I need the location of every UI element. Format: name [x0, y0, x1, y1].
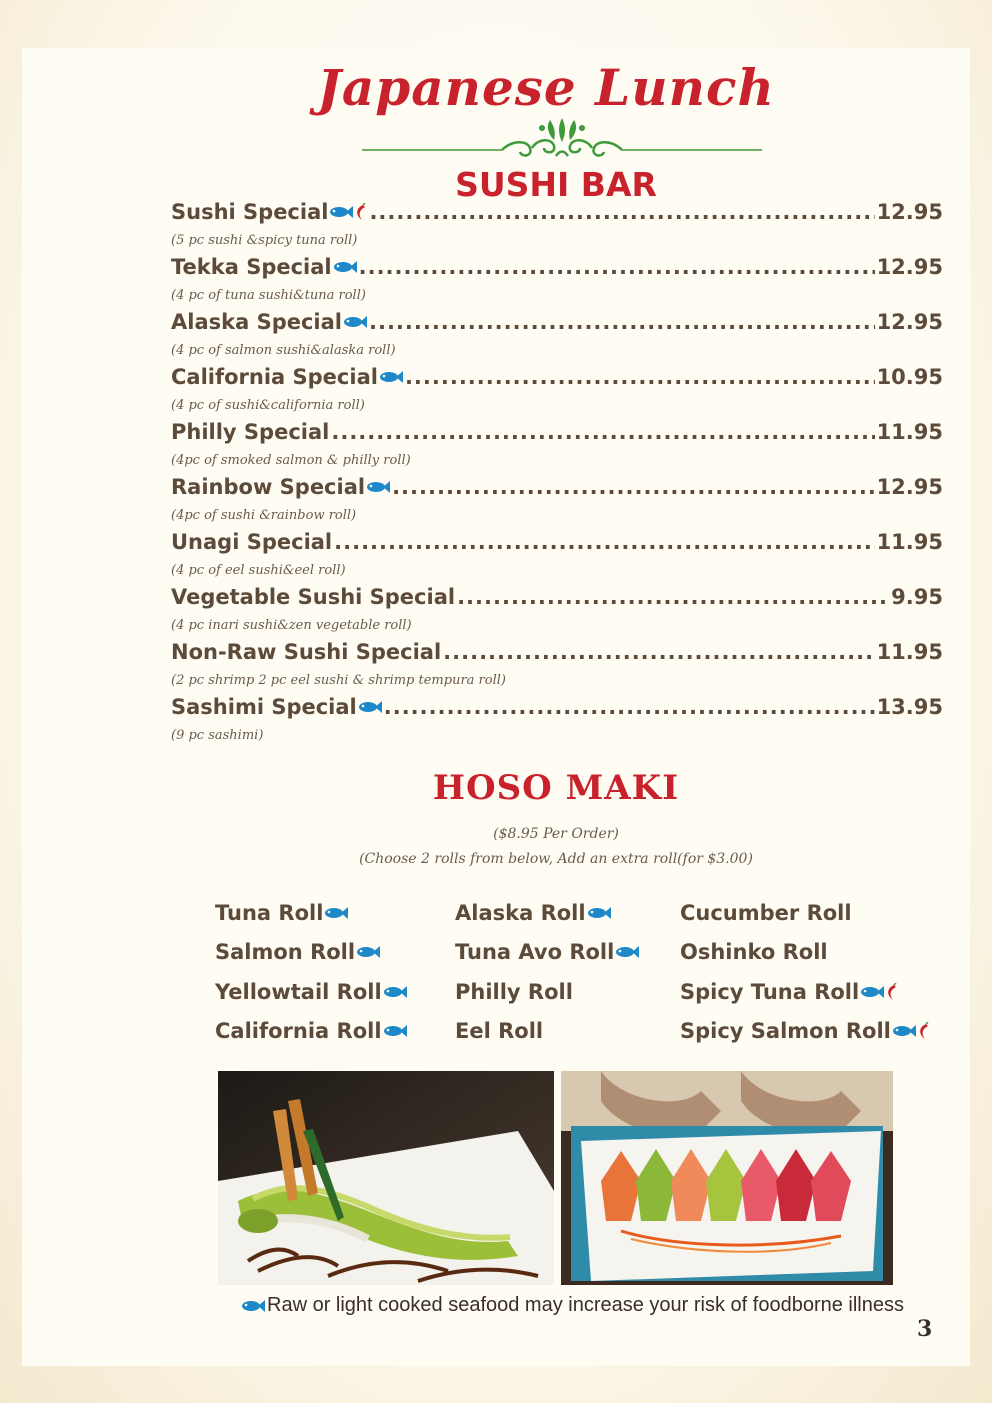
menu-item-price: 13.95	[876, 695, 943, 719]
fish-icon	[329, 205, 353, 219]
menu-item-price: 12.95	[876, 310, 943, 334]
menu-item	[171, 695, 943, 750]
menu-item-name	[171, 420, 329, 444]
menu-item-row	[171, 310, 943, 342]
menu-item	[171, 200, 943, 255]
menu-item-name	[171, 640, 441, 664]
fish-icon	[241, 1299, 265, 1313]
maki-column	[680, 893, 930, 1051]
menu-item-price: 11.95	[876, 640, 943, 664]
maki-roll-item	[455, 933, 639, 973]
maki-roll-name: Salmon Roll	[215, 940, 356, 965]
rainbow-roll-photo	[561, 1071, 893, 1285]
menu-item	[171, 530, 943, 585]
maki-roll-name: Cucumber Roll	[680, 900, 852, 925]
maki-roll-name: Oshinko Roll	[680, 940, 828, 965]
fish-icon	[892, 1024, 916, 1038]
fish-icon	[383, 1024, 407, 1038]
maki-roll-item	[680, 933, 930, 973]
fish-icon	[587, 906, 611, 920]
menu-item-description: (4 pc of eel sushi&eel roll)	[171, 563, 346, 578]
menu-item-name-text: Sushi Special	[171, 200, 329, 224]
ornament-divider	[362, 112, 762, 164]
menu-item-name-text: Sashimi Special	[171, 695, 357, 719]
menu-item-price: 11.95	[876, 530, 943, 554]
dot-leader	[369, 310, 875, 334]
menu-item-name-text: Philly Special	[171, 420, 330, 444]
menu-item-name-text: Unagi Special	[171, 530, 333, 554]
chili-pepper-icon	[884, 983, 898, 1001]
menu-item-name	[171, 695, 382, 719]
dragon-roll-photo	[218, 1071, 554, 1285]
maki-roll-name: Yellowtail Roll	[215, 979, 382, 1004]
menu-item-row	[171, 585, 943, 617]
maki-roll-item	[680, 972, 930, 1012]
maki-roll-name: Spicy Tuna Roll	[680, 979, 860, 1004]
maki-roll-item	[680, 1012, 930, 1052]
dot-leader	[443, 640, 874, 664]
menu-item-name	[171, 585, 455, 609]
dot-leader	[359, 255, 875, 279]
menu-item	[171, 310, 943, 365]
menu-item-name-text: Non-Raw Sushi Special	[171, 640, 442, 664]
menu-item-description: (4pc of sushi &rainbow roll)	[171, 508, 357, 523]
fish-icon	[379, 370, 403, 384]
menu-item-description: (2 pc shrimp 2 pc eel sushi & shrimp tempura roll)	[171, 673, 506, 688]
page-title: Japanese Lunch	[317, 58, 775, 117]
hoso-maki-choose-note: (Choose 2 rolls from below, Add an extra roll(for $3.00)	[359, 851, 753, 867]
menu-item-description: (4 pc of tuna sushi&tuna roll)	[171, 288, 366, 303]
maki-column	[215, 893, 407, 1051]
menu-item-price: 12.95	[876, 255, 943, 279]
menu-item-description: (5 pc sushi &spicy tuna roll)	[171, 233, 358, 248]
menu-item-row	[171, 640, 943, 672]
fish-icon	[383, 985, 407, 999]
maki-roll-item	[215, 933, 407, 973]
menu-item-name	[171, 310, 367, 334]
menu-item-row	[171, 420, 943, 452]
menu-item-row	[171, 200, 943, 232]
maki-roll-item	[455, 1012, 639, 1052]
fish-icon	[324, 906, 348, 920]
menu-item	[171, 365, 943, 420]
menu-item-price: 10.95	[876, 365, 943, 389]
fish-icon	[356, 945, 380, 959]
page-number: 3	[917, 1316, 933, 1342]
fish-icon	[333, 260, 357, 274]
maki-roll-item	[455, 972, 639, 1012]
menu-item-price: 11.95	[876, 420, 943, 444]
section-title-hoso-maki: HOSO MAKI	[432, 768, 680, 808]
fish-icon	[343, 315, 367, 329]
menu-item-row	[171, 365, 943, 397]
hoso-maki-price-note: ($8.95 Per Order)	[493, 826, 619, 842]
menu-item	[171, 420, 943, 475]
menu-item-description: (4pc of smoked salmon & philly roll)	[171, 453, 411, 468]
maki-roll-item	[455, 893, 639, 933]
menu-item-description: (4 pc of salmon sushi&alaska roll)	[171, 343, 396, 358]
maki-roll-item	[215, 1012, 407, 1052]
menu-item-description: (9 pc sashimi)	[171, 728, 264, 743]
menu-item-price: 12.95	[876, 200, 943, 224]
dot-leader	[405, 365, 875, 389]
dot-leader	[331, 420, 874, 444]
chili-pepper-icon	[916, 1022, 930, 1040]
menu-item-name	[171, 530, 332, 554]
menu-item	[171, 255, 943, 310]
maki-column	[455, 893, 639, 1051]
menu-item	[171, 640, 943, 695]
menu-item-price: 12.95	[876, 475, 943, 499]
menu-item-name-text: Alaska Special	[171, 310, 342, 334]
fish-icon	[358, 700, 382, 714]
menu-item-description: (4 pc of sushi&california roll)	[171, 398, 365, 413]
menu-item-row	[171, 695, 943, 727]
dot-leader	[392, 475, 874, 499]
menu-item-row	[171, 530, 943, 562]
dot-leader	[457, 585, 889, 609]
fish-icon	[366, 480, 390, 494]
maki-roll-name: Alaska Roll	[455, 900, 586, 925]
menu-item-name	[171, 255, 357, 279]
maki-roll-item	[215, 972, 407, 1012]
sushi-bar-menu	[171, 200, 943, 750]
maki-roll-name: Tuna Avo Roll	[455, 940, 615, 965]
menu-item-name-text: Vegetable Sushi Special	[171, 585, 456, 609]
maki-roll-name: Philly Roll	[455, 979, 573, 1004]
maki-roll-name: Tuna Roll	[215, 900, 324, 925]
hoso-maki-list	[215, 893, 955, 1053]
chili-pepper-icon	[353, 203, 367, 221]
menu-item-price: 9.95	[891, 585, 943, 609]
maki-roll-item	[680, 893, 930, 933]
menu-item-name-text: California Special	[171, 365, 378, 389]
dot-leader	[369, 200, 874, 224]
fish-icon	[860, 985, 884, 999]
menu-item-name	[171, 200, 367, 224]
menu-item	[171, 585, 943, 640]
maki-roll-item	[215, 893, 407, 933]
menu-item-description: (4 pc inari sushi&zen vegetable roll)	[171, 618, 412, 633]
warning-text: Raw or light cooked seafood may increase your risk of foodborne illness	[267, 1294, 904, 1316]
fish-icon	[615, 945, 639, 959]
menu-item-name	[171, 475, 390, 499]
menu-item	[171, 475, 943, 530]
dot-leader	[334, 530, 874, 554]
maki-roll-name: Eel Roll	[455, 1019, 544, 1044]
menu-item-name-text: Tekka Special	[171, 255, 332, 279]
dot-leader	[384, 695, 875, 719]
raw-seafood-warning	[240, 1294, 904, 1317]
menu-item-name	[171, 365, 403, 389]
section-title-sushi-bar: SUSHI BAR	[455, 165, 657, 204]
maki-roll-name: California Roll	[215, 1019, 382, 1044]
menu-item-row	[171, 475, 943, 507]
menu-item-name-text: Rainbow Special	[171, 475, 366, 499]
menu-item-row	[171, 255, 943, 287]
maki-roll-name: Spicy Salmon Roll	[680, 1019, 891, 1044]
